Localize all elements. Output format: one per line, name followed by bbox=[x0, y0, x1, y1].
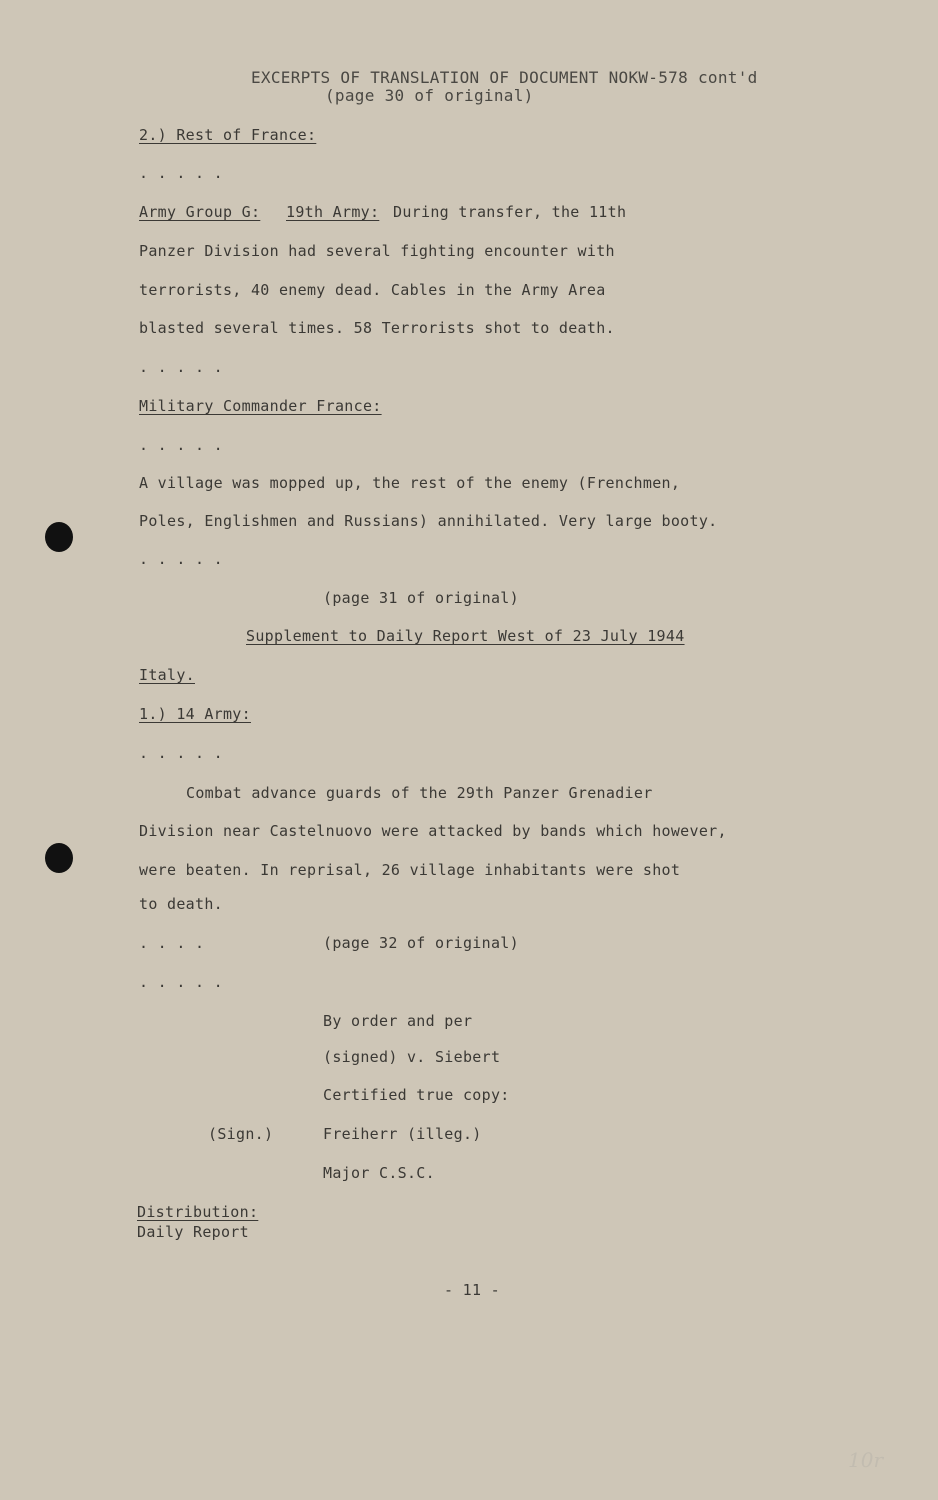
paragraph-line: Poles, Englishmen and Russians) annihilated. Very large booty. bbox=[139, 512, 718, 530]
army-heading: 1.) 14 Army: bbox=[139, 705, 251, 723]
paragraph-line: terrorists, 40 enemy dead. Cables in the Army Area bbox=[139, 281, 606, 299]
signature-line: By order and per bbox=[323, 1012, 473, 1030]
signature-line: Freiherr (illeg.) bbox=[323, 1125, 482, 1143]
paragraph-line: to death. bbox=[139, 895, 223, 913]
page-reference: (page 31 of original) bbox=[323, 589, 519, 607]
supplement-heading: Supplement to Daily Report West of 23 July 1944 bbox=[246, 627, 685, 645]
distribution-heading: Distribution: bbox=[137, 1203, 259, 1221]
page-number: - 11 - bbox=[444, 1281, 500, 1299]
paragraph-line: blasted several times. 58 Terrorists shot to death. bbox=[139, 319, 615, 337]
paragraph-line: Division near Castelnuovo were attacked by bands which however, bbox=[139, 822, 727, 840]
paragraph-line: Combat advance guards of the 29th Panzer Grenadier bbox=[186, 784, 653, 802]
ellipsis-marker: . . . . bbox=[139, 934, 205, 952]
section-heading-rest-of-france: 2.) Rest of France: bbox=[139, 126, 317, 144]
distribution-item: Daily Report bbox=[137, 1223, 249, 1241]
paragraph-line: Panzer Division had several fighting encounter with bbox=[139, 242, 615, 260]
ellipsis-marker: . . . . . bbox=[139, 744, 223, 762]
punch-hole bbox=[45, 843, 73, 873]
section-heading-military-commander: Military Commander France: bbox=[139, 397, 382, 415]
punch-hole bbox=[45, 522, 73, 552]
ellipsis-marker: . . . . . bbox=[139, 358, 223, 376]
signature-line: (signed) v. Siebert bbox=[323, 1048, 501, 1066]
paragraph-line: were beaten. In reprisal, 26 village inhabitants were shot bbox=[139, 861, 681, 879]
army-group-label: Army Group G: bbox=[139, 203, 261, 221]
signature-line: Certified true copy: bbox=[323, 1086, 510, 1104]
document-subtitle: (page 30 of original) bbox=[325, 86, 534, 105]
ellipsis-marker: . . . . . bbox=[139, 436, 223, 454]
country-heading: Italy. bbox=[139, 666, 195, 684]
sign-label: (Sign.) bbox=[208, 1125, 274, 1143]
document-title: EXCERPTS OF TRANSLATION OF DOCUMENT NOKW-578 cont'd bbox=[251, 68, 758, 87]
ellipsis-marker: . . . . . bbox=[139, 973, 223, 991]
page-reference: (page 32 of original) bbox=[323, 934, 519, 952]
paragraph-line: A village was mopped up, the rest of the enemy (Frenchmen, bbox=[139, 474, 681, 492]
army-label: 19th Army: bbox=[286, 203, 380, 221]
handwritten-corner-mark: 10r bbox=[848, 1448, 884, 1472]
ellipsis-marker: . . . . . bbox=[139, 550, 223, 568]
ellipsis-marker: . . . . . bbox=[139, 164, 223, 182]
paragraph-line: During transfer, the 11th bbox=[393, 203, 627, 221]
signature-line: Major C.S.C. bbox=[323, 1164, 435, 1182]
